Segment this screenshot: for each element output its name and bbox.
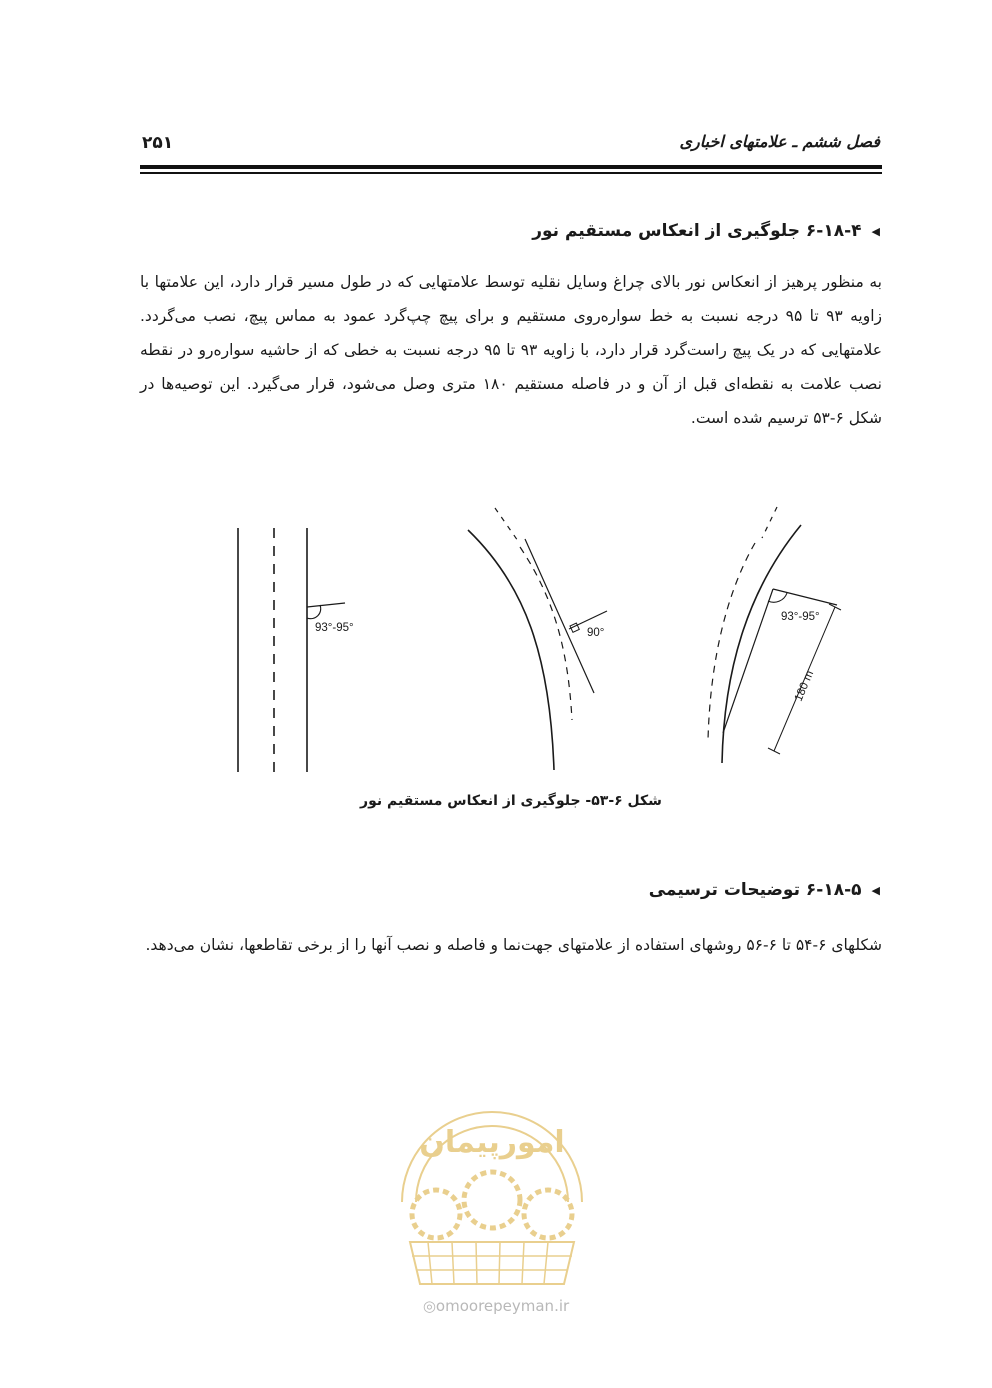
left-curve-angle-label: 90° [587,627,605,639]
figure-caption: شکل ۶-۵۳- جلوگیری از انعکاس مستقیم نور [360,793,662,809]
straight-sign-line [307,603,345,607]
page-number: ۲۵۱ [142,133,174,153]
triangle-left-icon: ◀ [871,883,880,897]
right-curve-edge [722,525,801,763]
section-heading-text: ۶-۱۸-۵ توضیحات ترسیمی [648,880,862,900]
logo-text: امورپیمان [419,1125,565,1160]
watermark-site [0,1297,992,1315]
left-curve-tangent [525,539,594,693]
logo-gear-right [524,1190,572,1238]
right-curve-chord [723,589,773,733]
section-paragraph: شکلهای ۶-۵۴ تا ۶-۵۶ روشهای استفاده از علامتهای جهت‌نما و فاصله و نصب آنها را از برخی تقاطعها، نشان می‌دهد. [145,936,882,954]
figure-reflection-diagram [140,495,882,785]
logo-grid-base [410,1242,574,1284]
dim-tick-end [768,748,780,754]
header-rule-thin [140,172,882,174]
watermark-logo [388,1092,596,1292]
section-paragraph: به منظور پرهیز از انعکاس نور بالای چراغ وسایل نقلیه توسط علامتهایی که در طول مسیر قرار دارد، این علامتها با زاویه ۹۳ تا ۹۵ درجه نسبت به خط سواره‌روی مستقیم و برای پیچ چپ‌گرد عمود به مماس پیچ، نصب می‌گردد. علامتهایی که در یک پیچ راست‌گرد قرار دارد، با زاویه ۹۳ تا ۹۵ درجه نسبت به خطی که از حاشیه سواره‌رو در نقطه نصب علامت به نقطه‌ای قبل از آن و در فاصله مستقیم ۱۸۰ متری وصل می‌شود، قرار می‌گیرد. این توصیه‌ها در شکل ۶-۵۳ ترسیم شده است. [140,273,883,427]
right-curve-sign-line [773,589,837,605]
right-curve-lead-dash [762,507,777,538]
left-curve-dashed-inner [520,547,572,720]
left-curve-lead-dash [495,508,518,541]
header-rule-thick [140,165,882,169]
distance-label: 180 m [792,669,817,704]
right-curve-dashed-line [708,543,755,740]
logo-gear-left [412,1190,460,1238]
straight-angle-label: 93°-95° [315,622,354,634]
running-header-title: فصل ششم ـ علامتهای اخباری [679,132,880,151]
logo-grid-lines [412,1242,572,1284]
section-heading-text: ۶-۱۸-۴ جلوگیری از انعکاس مستقیم نور [532,221,862,241]
left-curve-outer-edge [468,530,554,770]
triangle-left-icon: ◀ [871,224,880,238]
section-heading-6-18-4 [532,221,880,241]
globe-icon: ◎ [422,1297,436,1315]
right-curve-angle-label: 93°-95° [781,611,820,623]
logo-gear-center [464,1172,520,1228]
section-heading-6-18-5 [649,880,880,900]
watermark-site-text: omoorepeyman.ir [435,1297,570,1315]
